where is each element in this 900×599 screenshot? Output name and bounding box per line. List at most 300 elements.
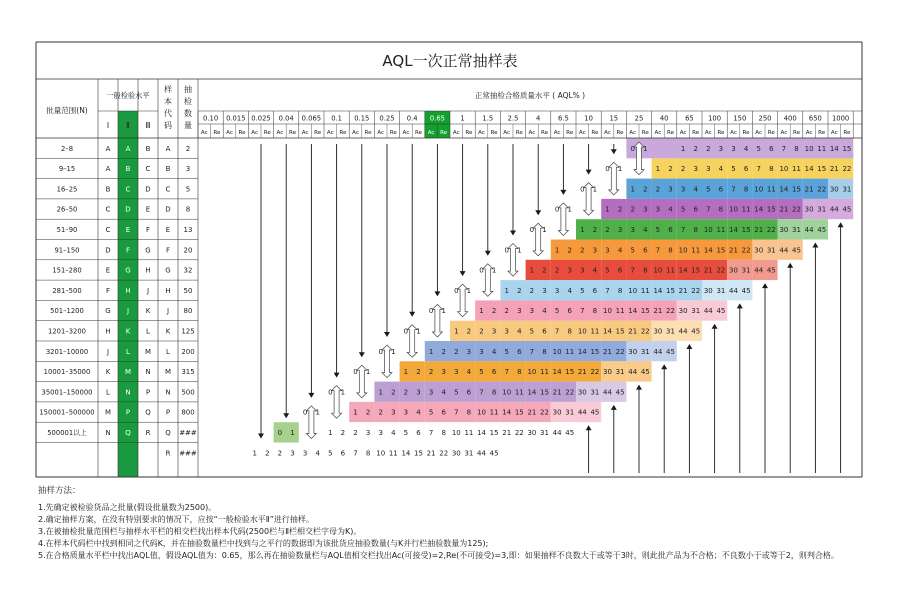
arrow-down-icon <box>611 149 617 154</box>
ac-value: 2 <box>454 347 459 356</box>
ac-value: 10 <box>527 368 537 377</box>
ac-value: 14 <box>577 347 587 356</box>
re-value: 3 <box>542 286 547 295</box>
level-i-code: N <box>105 428 111 437</box>
ac-value: 0 <box>454 286 459 295</box>
ac-value: 10 <box>779 165 789 174</box>
arrow-up-icon <box>762 283 768 288</box>
re-value: 22 <box>540 408 549 417</box>
re-value: 11 <box>540 368 549 377</box>
aql-value-label: 0.4 <box>406 114 418 123</box>
note-line: 4.在样本代码栏中找到相同之代码K，并在抽验数量栏中找到与之平行的数据即为该批货应抽验数量(与K并行栏抽验数量为125); <box>38 539 489 548</box>
re-value: 2 <box>441 347 446 356</box>
re-value: 45 <box>666 347 675 356</box>
sample-code: R <box>165 449 171 458</box>
aql-value-label: 1000 <box>831 114 850 123</box>
re-label: Re <box>440 130 448 136</box>
re-value: 4 <box>592 266 598 275</box>
ac-value: 3 <box>454 368 459 377</box>
ac-value: 0 <box>328 388 333 397</box>
re-label: Re <box>742 130 750 136</box>
ac-value: 30 <box>754 246 764 255</box>
level-ii-code: Q <box>125 428 131 437</box>
arrow-down-icon <box>384 332 390 337</box>
ac-value: 14 <box>729 225 738 234</box>
lot-range: 26–50 <box>56 205 78 214</box>
level-header: Ⅲ <box>145 121 151 130</box>
lot-range: 10001–35000 <box>43 368 91 377</box>
ac-value: 5 <box>554 307 560 316</box>
ac-value: 10 <box>502 388 512 397</box>
ac-value: 5 <box>706 185 711 194</box>
re-value: 11 <box>590 327 600 336</box>
ac-value: 7 <box>580 307 585 316</box>
ac-value: 44 <box>628 368 638 377</box>
ac-value: 21 <box>628 327 638 336</box>
re-value: 6 <box>718 185 724 194</box>
re-value: 8 <box>441 428 446 437</box>
re-value: 31 <box>666 327 675 336</box>
level-i-code: A <box>105 144 111 153</box>
re-value: 3 <box>290 449 295 458</box>
lot-range: 2–8 <box>60 144 74 153</box>
re-value: 1 <box>416 327 421 336</box>
ac-value: 14 <box>552 368 562 377</box>
aql-value-label: 25 <box>634 114 644 123</box>
re-value: 22 <box>817 185 827 194</box>
arrow-down-icon <box>434 291 440 296</box>
ac-value: 1 <box>504 286 509 295</box>
re-value: 1 <box>365 368 371 377</box>
re-value: 31 <box>640 347 650 356</box>
re-value: 4 <box>315 449 320 458</box>
re-value: 22 <box>792 205 801 214</box>
sample-size: 8 <box>185 205 191 214</box>
re-value: 3 <box>416 388 421 397</box>
arrow-down-icon <box>308 393 314 398</box>
re-value: 3 <box>643 205 648 214</box>
sample-size: 3 <box>185 165 191 174</box>
re-value: 11 <box>565 347 575 356</box>
sample-size: 800 <box>181 408 195 417</box>
re-value: 6 <box>693 205 698 214</box>
arrow-up-icon <box>812 243 818 248</box>
sample-size: 50 <box>183 286 193 295</box>
ac-value: 5 <box>756 144 761 153</box>
ac-value: 7 <box>655 246 661 255</box>
ac-label: Ac <box>604 130 611 136</box>
ac-value: 44 <box>577 408 587 417</box>
re-label: Re <box>792 130 801 136</box>
re-value: 6 <box>643 246 648 255</box>
aql-value-label: 250 <box>758 114 772 123</box>
re-value: 45 <box>842 205 852 214</box>
sample-size: 32 <box>183 266 193 275</box>
re-value: 8 <box>693 225 698 234</box>
ac-value: 7 <box>706 205 711 214</box>
ac-value: 1 <box>403 368 409 377</box>
ac-value: 7 <box>680 225 686 234</box>
ac-value: 2 <box>479 327 484 336</box>
ac-value: 7 <box>504 368 509 377</box>
ac-value: 10 <box>552 347 562 356</box>
ac-value: 5 <box>580 286 585 295</box>
ac-label: Ac <box>377 130 385 136</box>
re-value: 8 <box>794 144 799 153</box>
re-value: 22 <box>565 388 575 397</box>
re-label: Re <box>540 130 549 136</box>
re-value: 15 <box>590 347 600 356</box>
re-value: 3 <box>466 347 472 356</box>
re-value: 4 <box>743 144 749 153</box>
ac-value: 14 <box>502 408 512 417</box>
level-ii-code: D <box>125 205 131 214</box>
ac-value: 5 <box>504 347 509 356</box>
re-value: 11 <box>464 428 474 437</box>
aql-value-label: 1 <box>460 114 465 123</box>
re-value: 1 <box>315 408 320 417</box>
aql-value-label: 0.10 <box>203 114 219 123</box>
ac-value: 3 <box>479 347 484 356</box>
ac-value: 1 <box>630 185 635 194</box>
sample-size-header-char: 量 <box>184 121 192 130</box>
re-value: 22 <box>691 286 701 295</box>
ac-value: 1 <box>580 225 585 234</box>
ac-value: 21 <box>703 266 713 275</box>
ac-value: 1 <box>479 307 484 316</box>
ac-value: 1 <box>353 408 358 417</box>
re-value: 4 <box>617 246 623 255</box>
arrow-up-icon <box>712 324 718 329</box>
sample-code: H <box>165 286 171 295</box>
ac-label: Ac <box>326 130 334 136</box>
arrow-up-icon <box>787 263 793 268</box>
arrow-down-icon <box>485 251 491 256</box>
level-i-code: C <box>105 205 111 214</box>
sample-code: N <box>165 388 171 397</box>
re-value: 6 <box>567 307 572 316</box>
ac-value: 3 <box>504 327 509 336</box>
ac-value: 7 <box>353 449 358 458</box>
re-value: 45 <box>817 225 827 234</box>
re-value: 4 <box>542 307 547 316</box>
aql-value-label: 65 <box>685 114 694 123</box>
level-header: Ⅰ <box>106 121 110 130</box>
re-value: 6 <box>542 327 547 336</box>
re-label: Re <box>389 130 397 136</box>
re-value: 4 <box>391 428 396 437</box>
ac-value: 10 <box>577 327 587 336</box>
re-value: 11 <box>741 205 751 214</box>
re-value: 3 <box>693 165 698 174</box>
ac-value: 7 <box>756 165 761 174</box>
lot-range: 91–150 <box>54 246 80 255</box>
re-value: 15 <box>640 307 650 316</box>
arrow-up-icon <box>636 385 642 390</box>
ac-value: 30 <box>552 408 562 417</box>
ac-value: 2 <box>529 286 535 295</box>
ac-value: 1 <box>328 428 333 437</box>
re-value: 15 <box>741 225 751 234</box>
re-value: 6 <box>491 368 497 377</box>
arrow-down-icon <box>258 434 264 439</box>
re-label: Re <box>591 130 599 136</box>
level-i-code: F <box>105 286 111 295</box>
ac-value: 14 <box>653 286 663 295</box>
aql-value-label: 10 <box>584 114 593 123</box>
re-value: 45 <box>565 428 575 437</box>
ac-value: 14 <box>678 266 688 275</box>
ac-value: 21 <box>804 185 814 194</box>
re-value: 8 <box>365 449 371 458</box>
sample-size: 315 <box>181 368 195 377</box>
level-i-code: C <box>105 225 111 234</box>
re-label: Re <box>339 130 347 136</box>
sample-code: P <box>165 408 171 417</box>
sample-code: L <box>166 347 170 356</box>
ac-value: 1 <box>655 165 661 174</box>
level-ii-code: E <box>125 225 131 234</box>
sample-size: 80 <box>183 307 193 316</box>
level-iii-code: B <box>145 144 151 153</box>
aql-value-label: 400 <box>783 114 797 123</box>
arrow-down-icon <box>460 271 466 276</box>
ac-value: 21 <box>552 388 562 397</box>
re-value: 45 <box>615 388 625 397</box>
ac-value: 14 <box>703 246 713 255</box>
aql-level-header: 正常抽检合格质量水平 ( AQL% ) <box>474 91 586 100</box>
ac-value: 30 <box>779 225 789 234</box>
ac-label: Ac <box>780 130 788 136</box>
ac-value: 3 <box>529 307 535 316</box>
sample-size: ### <box>179 428 197 437</box>
re-value: 11 <box>489 408 499 417</box>
ac-value: 0 <box>580 185 585 194</box>
re-value: 15 <box>514 408 524 417</box>
sample-size: 125 <box>181 327 195 336</box>
re-value: 6 <box>743 165 749 174</box>
re-value: 3 <box>517 307 522 316</box>
ac-value: 7 <box>605 286 610 295</box>
ac-value: 0 <box>605 165 610 174</box>
re-value: 8 <box>517 368 522 377</box>
re-label: Re <box>213 130 221 136</box>
ac-value: 7 <box>731 185 736 194</box>
re-value: 22 <box>615 347 625 356</box>
arrow-down-icon <box>409 312 415 317</box>
ac-value: 0 <box>554 205 560 214</box>
level-i-code: J <box>106 347 110 356</box>
ac-label: Ac <box>553 130 561 136</box>
level-iii-code: H <box>145 266 151 275</box>
re-value: 4 <box>491 347 497 356</box>
re-value: 11 <box>615 307 625 316</box>
re-value: 15 <box>615 327 625 336</box>
level-iii-code: P <box>145 388 151 397</box>
ac-value: 0 <box>302 408 308 417</box>
re-value: 31 <box>540 428 549 437</box>
level-ii-code: K <box>125 327 131 336</box>
re-value: 4 <box>466 368 472 377</box>
ac-value: 10 <box>603 307 612 316</box>
ac-value: 2 <box>605 225 610 234</box>
ac-value: 44 <box>678 327 688 336</box>
re-value: 2 <box>265 449 270 458</box>
aql-value-label: 0.04 <box>278 114 294 123</box>
re-value: 22 <box>741 246 751 255</box>
lot-range-header: 批量范围(N) <box>46 106 88 115</box>
ac-value: 7 <box>454 408 459 417</box>
re-value: 4 <box>441 388 446 397</box>
re-label: Re <box>818 130 826 136</box>
level-i-code: E <box>105 266 111 275</box>
arrow-down-icon <box>586 170 592 175</box>
re-value: 2 <box>542 266 547 275</box>
level-i-code: D <box>105 246 111 255</box>
level-iii-code: C <box>145 165 151 174</box>
ac-value: 30 <box>603 368 612 377</box>
re-value: 4 <box>643 225 648 234</box>
ac-value: 0 <box>277 428 283 437</box>
level-iii-code: G <box>145 246 151 255</box>
aql-value-label: 650 <box>808 114 822 123</box>
re-value: 11 <box>514 388 524 397</box>
ac-label: Ac <box>755 130 763 136</box>
ac-label: Ac <box>704 130 712 136</box>
ac-value: 5 <box>454 388 459 397</box>
re-value: 2 <box>391 388 396 397</box>
arrow-up-icon <box>686 344 692 349</box>
sample-size-header-char: 抽 <box>184 85 192 94</box>
ac-value: 0 <box>504 246 509 255</box>
re-label: Re <box>717 130 725 136</box>
ac-value: 2 <box>580 246 585 255</box>
code-header-char: 样 <box>164 85 172 94</box>
ac-value: 7 <box>479 388 484 397</box>
ac-value: 30 <box>653 327 663 336</box>
re-value: 22 <box>439 449 449 458</box>
ac-value: 1 <box>680 144 686 153</box>
re-value: 3 <box>491 327 497 336</box>
re-value: 8 <box>668 246 673 255</box>
lot-range: 35001–150000 <box>41 388 93 397</box>
ac-label: Ac <box>503 130 511 136</box>
re-value: 8 <box>542 347 547 356</box>
re-value: 31 <box>792 225 801 234</box>
ac-label: Ac <box>226 130 233 136</box>
re-value: 8 <box>718 205 724 214</box>
aql-value-label: 100 <box>708 114 722 123</box>
ac-value: 30 <box>527 428 537 437</box>
aql-value-label: 0.025 <box>251 114 271 123</box>
level-i-code: L <box>106 388 110 397</box>
aql-value-label: 15 <box>609 114 619 123</box>
ac-value: 1 <box>554 246 560 255</box>
ac-value: 5 <box>605 266 610 275</box>
ac-value: 2 <box>378 408 383 417</box>
ac-value: 0 <box>529 225 535 234</box>
arrow-down-icon <box>283 413 289 418</box>
re-value: 15 <box>842 144 852 153</box>
ac-value: 2 <box>706 144 711 153</box>
sample-size: 5 <box>185 185 191 194</box>
ac-value: 0 <box>353 368 358 377</box>
ac-label: Ac <box>452 130 460 136</box>
re-value: 15 <box>666 286 675 295</box>
lot-range: 51–90 <box>56 225 78 234</box>
re-label: Re <box>666 130 675 136</box>
arrow-down-icon <box>510 231 516 236</box>
re-label: Re <box>364 130 372 136</box>
re-value: 22 <box>590 368 600 377</box>
note-line: 2.确定抽样方案，在没有特别要求的情况下，应按“一般检验水平Ⅱ”进行抽样。 <box>38 515 314 524</box>
re-value: 1 <box>290 428 295 437</box>
ac-value: 3 <box>580 266 585 275</box>
re-value: 3 <box>365 428 371 437</box>
ac-value: 2 <box>403 388 409 397</box>
re-label: Re <box>767 130 775 136</box>
ac-value: 44 <box>804 225 814 234</box>
level-iii-code: D <box>145 185 151 194</box>
level-i-code: M <box>104 408 112 417</box>
ac-label: Ac <box>578 130 586 136</box>
level-ii-code: H <box>125 286 131 295</box>
ac-value: 5 <box>680 205 686 214</box>
ac-value: 21 <box>779 205 789 214</box>
ac-value: 7 <box>428 428 434 437</box>
sample-size-header-char: 数 <box>184 109 192 118</box>
re-value: 31 <box>590 388 600 397</box>
code-header-char: 本 <box>164 97 172 106</box>
re-value: 15 <box>766 205 776 214</box>
re-value: 4 <box>517 327 522 336</box>
ac-value: 44 <box>653 347 663 356</box>
re-label: Re <box>566 130 574 136</box>
code-header-char: 代 <box>164 109 172 118</box>
level-ii-code: F <box>125 246 131 255</box>
re-label: Re <box>515 130 523 136</box>
level-iii-code: L <box>146 327 150 336</box>
aql-value-label: 6.5 <box>557 114 569 123</box>
lot-range: 150001–500000 <box>39 408 95 417</box>
ac-value: 14 <box>603 327 612 336</box>
ac-value: 21 <box>577 368 587 377</box>
re-label: Re <box>465 130 473 136</box>
re-value: 3 <box>668 185 673 194</box>
ac-value: 3 <box>605 246 610 255</box>
re-label: Re <box>263 130 271 136</box>
ac-value: 21 <box>678 286 688 295</box>
re-value: 45 <box>691 327 701 336</box>
re-value: 22 <box>716 266 726 275</box>
ac-value: 21 <box>502 428 512 437</box>
ac-value: 3 <box>302 449 308 458</box>
ac-value: 2 <box>277 449 283 458</box>
re-value: 11 <box>792 165 801 174</box>
ac-value: 7 <box>630 266 635 275</box>
re-value: 31 <box>741 266 751 275</box>
ac-value: 3 <box>378 428 383 437</box>
re-value: 1 <box>466 286 472 295</box>
ac-value: 30 <box>628 347 638 356</box>
re-value: 3 <box>567 266 572 275</box>
ac-label: Ac <box>276 130 284 136</box>
ac-value: 5 <box>479 368 484 377</box>
ac-value: 44 <box>477 449 486 458</box>
sample-code: E <box>165 225 171 234</box>
re-value: 8 <box>743 185 749 194</box>
re-value: 2 <box>643 185 648 194</box>
